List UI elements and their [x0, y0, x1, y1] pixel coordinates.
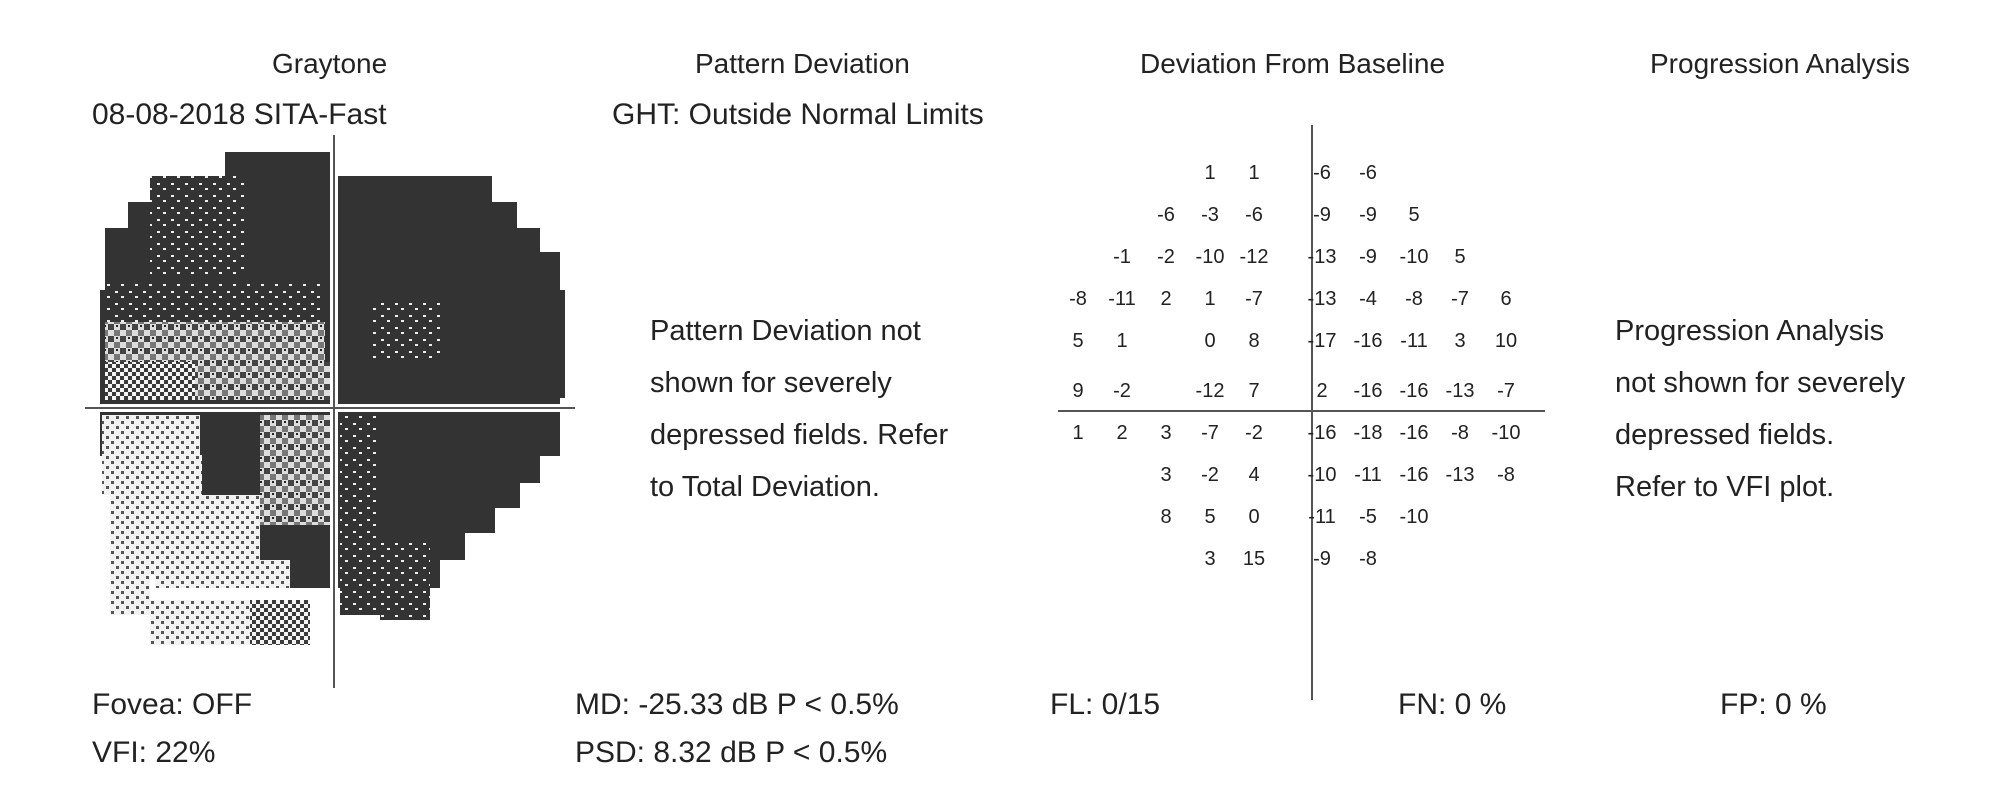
psd-value: PSD: 8.32 dB P < 0.5% — [575, 736, 888, 769]
baseline-cell: -6 — [1313, 162, 1331, 184]
deviation-from-baseline-title: Deviation From Baseline — [1140, 48, 1446, 79]
baseline-cell: -10 — [1399, 506, 1429, 528]
baseline-cell: -7 — [1245, 288, 1263, 310]
progression-message-line: not shown for severely — [1615, 367, 1906, 399]
pattern-deviation-message-line: Pattern Deviation not — [650, 315, 921, 347]
pattern-deviation-title: Pattern Deviation — [695, 48, 910, 79]
baseline-cell: 10 — [1494, 330, 1518, 352]
baseline-cell: 4 — [1248, 464, 1260, 486]
progression-analysis-title: Progression Analysis — [1650, 48, 1910, 79]
baseline-cell: 0 — [1204, 330, 1216, 352]
baseline-cell: 9 — [1072, 380, 1084, 402]
baseline-cell: -16 — [1399, 380, 1429, 402]
baseline-cell: -8 — [1069, 288, 1087, 310]
baseline-cell: -4 — [1359, 288, 1377, 310]
baseline-cell: -11 — [1108, 288, 1136, 310]
progression-analysis-message — [1615, 305, 1905, 513]
baseline-cell: -13 — [1307, 246, 1337, 268]
progression-message-line: depressed fields. — [1615, 419, 1835, 451]
baseline-cell: 6 — [1500, 288, 1512, 310]
graytone-title: Graytone — [272, 48, 388, 79]
baseline-cell: -10 — [1307, 464, 1337, 486]
baseline-cell: 2 — [1160, 288, 1172, 310]
baseline-cell: -8 — [1359, 548, 1377, 570]
false-positives: FP: 0 % — [1720, 688, 1827, 721]
baseline-cell: -12 — [1195, 380, 1225, 402]
baseline-cell: -9 — [1359, 246, 1377, 268]
pattern-deviation-message-line: to Total Deviation. — [650, 471, 880, 503]
baseline-cell: -8 — [1405, 288, 1423, 310]
ght-result: GHT: Outside Normal Limits — [612, 98, 984, 131]
baseline-cell: 15 — [1242, 548, 1266, 570]
test-date-strategy: 08-08-2018 SITA-Fast — [92, 98, 387, 131]
baseline-cell: -17 — [1307, 330, 1337, 352]
baseline-cell: 3 — [1204, 548, 1216, 570]
baseline-cell: 2 — [1316, 380, 1328, 402]
baseline-cell: -16 — [1307, 422, 1337, 444]
baseline-cell: 0 — [1248, 506, 1260, 528]
baseline-cell: 2 — [1116, 422, 1128, 444]
baseline-cell: 3 — [1454, 330, 1466, 352]
baseline-cell: -2 — [1113, 380, 1131, 402]
baseline-cell: -16 — [1399, 464, 1429, 486]
md-value: MD: -25.33 dB P < 0.5% — [575, 688, 899, 721]
baseline-cell: 5 — [1454, 246, 1466, 268]
baseline-cell: -10 — [1195, 246, 1225, 268]
vfi-value: VFI: 22% — [92, 736, 216, 769]
baseline-cell: -6 — [1157, 204, 1175, 226]
baseline-cell: -2 — [1201, 464, 1219, 486]
baseline-cell: -13 — [1445, 380, 1475, 402]
baseline-cell: -10 — [1399, 246, 1429, 268]
baseline-cell: 1 — [1204, 162, 1216, 184]
baseline-cell: -16 — [1353, 330, 1383, 352]
baseline-cell: -7 — [1201, 422, 1219, 444]
baseline-cell: -3 — [1201, 204, 1219, 226]
baseline-cell: -12 — [1239, 246, 1269, 268]
baseline-cell: -7 — [1451, 288, 1469, 310]
baseline-cell: -2 — [1157, 246, 1175, 268]
baseline-cell: 5 — [1072, 330, 1084, 352]
baseline-cell: -9 — [1359, 204, 1377, 226]
baseline-cell: -13 — [1445, 464, 1475, 486]
baseline-cell: -18 — [1353, 422, 1383, 444]
baseline-cell: -10 — [1491, 422, 1521, 444]
baseline-cell: -16 — [1399, 422, 1429, 444]
pattern-deviation-message-line: depressed fields. Refer — [650, 419, 949, 451]
baseline-cell: 8 — [1160, 506, 1172, 528]
baseline-cell: -1 — [1113, 246, 1131, 268]
baseline-cell: -8 — [1497, 464, 1515, 486]
baseline-cell: -13 — [1307, 288, 1337, 310]
baseline-cell: 3 — [1160, 422, 1172, 444]
baseline-cell: -11 — [1400, 330, 1428, 352]
baseline-cell: -8 — [1451, 422, 1469, 444]
baseline-cell: 1 — [1204, 288, 1216, 310]
baseline-cell: -11 — [1354, 464, 1382, 486]
baseline-cell: 8 — [1248, 330, 1260, 352]
baseline-cell: 5 — [1204, 506, 1216, 528]
baseline-cell: -5 — [1359, 506, 1377, 528]
baseline-cell: -11 — [1308, 506, 1336, 528]
false-negatives: FN: 0 % — [1398, 688, 1507, 721]
baseline-cell: -9 — [1313, 548, 1331, 570]
progression-message-line: Refer to VFI plot. — [1615, 471, 1835, 503]
progression-message-line: Progression Analysis — [1615, 315, 1885, 347]
baseline-cell: 1 — [1072, 422, 1084, 444]
baseline-cell: -7 — [1497, 380, 1515, 402]
pattern-deviation-message-line: shown for severely — [650, 367, 892, 399]
baseline-cell: 1 — [1116, 330, 1128, 352]
baseline-cell: 7 — [1248, 380, 1260, 402]
fovea-status: Fovea: OFF — [92, 688, 253, 721]
baseline-cell: -6 — [1245, 204, 1263, 226]
baseline-cell: -9 — [1313, 204, 1331, 226]
baseline-cell: 5 — [1408, 204, 1420, 226]
baseline-cell: 1 — [1248, 162, 1260, 184]
baseline-cell: -16 — [1353, 380, 1383, 402]
baseline-cell: 3 — [1160, 464, 1172, 486]
fixation-losses: FL: 0/15 — [1050, 688, 1161, 721]
baseline-cell: -6 — [1359, 162, 1377, 184]
baseline-cell: -2 — [1245, 422, 1263, 444]
